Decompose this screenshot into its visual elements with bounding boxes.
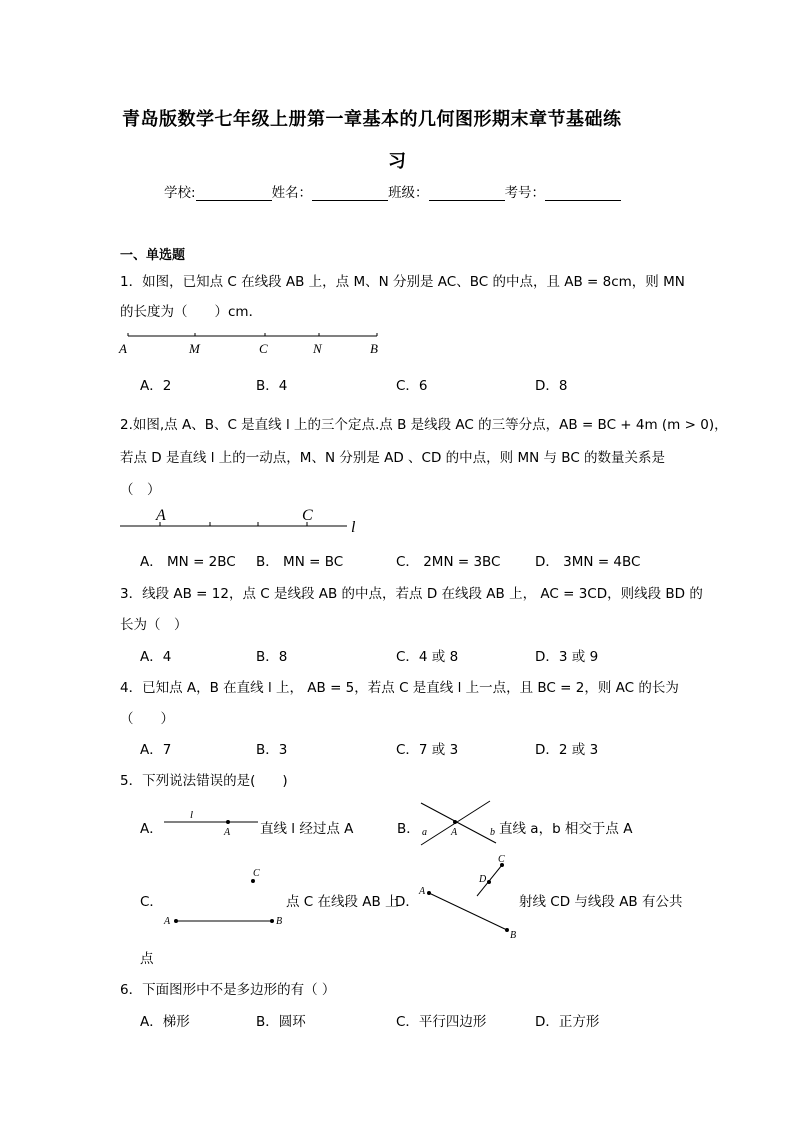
q5c-label-b: B [276, 916, 283, 927]
q5b-label-b-line: b [490, 827, 495, 838]
q3-line-2: 长为（ ） [120, 617, 188, 633]
class-field[interactable] [429, 186, 505, 201]
school-field[interactable] [196, 186, 272, 201]
q6-stem: 6．下面图形中不是多边形的有（ ） [120, 982, 336, 998]
q5c-label-a: A [164, 916, 171, 927]
q5-option-d-letter[interactable]: D． [395, 894, 419, 910]
q5-option-c-letter[interactable]: C． [140, 894, 163, 910]
q3-option-c[interactable]: C．4 或 8 [396, 649, 459, 665]
q5-figure-a [160, 808, 260, 838]
q4-option-d[interactable]: D．2 或 3 [535, 742, 599, 758]
name-label: 姓名： [271, 185, 313, 201]
section-heading: 一、单选题 [120, 248, 186, 263]
q5-option-c-text: 点 C 在线段 AB 上 [286, 894, 399, 910]
exam-no-field[interactable] [545, 186, 621, 201]
q5-option-d-text: 射线 CD 与线段 AB 有公共 [519, 894, 683, 910]
q5d-label-c: C [498, 854, 505, 865]
q5-option-d-continuation: 点 [140, 951, 154, 967]
q5-figure-d [415, 852, 520, 942]
q1-option-d[interactable]: D．8 [535, 378, 568, 394]
q6-option-a[interactable]: A．梯形 [140, 1014, 190, 1030]
q2-label-a: A [156, 507, 166, 524]
q1-label-c: C [259, 341, 268, 356]
q1-option-a[interactable]: A．2 [140, 378, 172, 394]
school-label: 学校: [164, 185, 196, 201]
q2-option-c[interactable]: C． 2MN = 3BC [396, 554, 501, 570]
q5-figure-b [418, 799, 500, 849]
title-line-1: 青岛版数学七年级上册第一章基本的几何图形期末章节基础练 [122, 109, 622, 130]
q5-option-b-text: 直线 a，b 相交于点 A [499, 821, 633, 837]
q1-option-b[interactable]: B．4 [256, 378, 288, 394]
q1-line-1: 1．如图，已知点 C 在线段 AB 上，点 M、N 分别是 AC、BC 的中点，且 AB = 8cm，则 MN [120, 274, 685, 290]
q6-option-c[interactable]: C．平行四边形 [396, 1014, 487, 1030]
title-line-2: 习 [388, 151, 407, 172]
q4-line-1: 4．已知点 A，B 在直线 l 上， AB = 5，若点 C 是直线 l 上一点，且 BC = 2，则 AC 的长为 [120, 680, 679, 696]
q1-segment-figure [115, 328, 395, 360]
q3-option-b[interactable]: B．8 [256, 649, 288, 665]
q2-line-3: （ ） [120, 482, 161, 498]
q1-label-m: M [189, 341, 200, 356]
q5d-label-a: A [419, 886, 426, 897]
q3-option-d[interactable]: D．3 或 9 [535, 649, 599, 665]
name-field[interactable] [312, 186, 388, 201]
exam-no-label: 考号： [504, 185, 546, 201]
q2-option-a[interactable]: A． MN = 2BC [140, 554, 236, 570]
info-row [164, 181, 621, 201]
q5-option-a-letter[interactable]: A． [140, 821, 163, 837]
q1-label-n: N [313, 341, 322, 356]
q5a-label-l: l [190, 809, 194, 821]
q4-option-c[interactable]: C．7 或 3 [396, 742, 459, 758]
q5-option-a-text: 直线 l 经过点 A [260, 821, 354, 837]
q5-option-b-letter[interactable]: B． [397, 821, 420, 837]
q2-option-d[interactable]: D． 3MN = 4BC [535, 554, 641, 570]
q5-stem: 5．下列说法错误的是( ) [120, 773, 288, 789]
q1-line-2: 的长度为（ ）cm． [120, 304, 263, 320]
q5b-label-point-a: A [451, 827, 458, 838]
q6-option-d[interactable]: D．正方形 [535, 1014, 600, 1030]
q2-line-1: 2.如图,点 A、B、C 是直线 l 上的三个定点.点 B 是线段 AC 的三等分点，AB = BC + 4m (m > 0)， [120, 417, 728, 433]
q5-figure-c [160, 862, 285, 932]
q2-label-l: l [351, 519, 356, 536]
q3-line-1: 3．线段 AB = 12，点 C 是线段 AB 的中点，若点 D 在线段 AB 上， AC = 3CD，则线段 BD 的 [120, 586, 703, 602]
q4-option-a[interactable]: A．7 [140, 742, 172, 758]
q2-line-figure [115, 502, 365, 536]
q5d-label-d: D [479, 874, 487, 885]
q5a-label-a: A [224, 827, 231, 838]
q5c-label-c: C [253, 868, 260, 879]
q2-option-b[interactable]: B． MN = BC [256, 554, 344, 570]
q6-option-b[interactable]: B．圆环 [256, 1014, 306, 1030]
q3-option-a[interactable]: A．4 [140, 649, 172, 665]
q1-label-b: B [370, 341, 378, 356]
q2-label-c: C [302, 507, 313, 524]
q2-line-2: 若点 D 是直线 l 上的一动点，M、N 分别是 AD 、CD 的中点，则 MN 与 BC 的数量关系是 [120, 450, 666, 466]
q5b-label-a-line: a [422, 827, 427, 838]
q1-option-c[interactable]: C．6 [396, 378, 428, 394]
q1-label-a: A [119, 341, 127, 356]
q4-option-b[interactable]: B．3 [256, 742, 288, 758]
q4-line-2: （ ） [120, 711, 174, 727]
q5d-label-b: B [510, 930, 517, 941]
class-label: 班级： [388, 185, 429, 201]
